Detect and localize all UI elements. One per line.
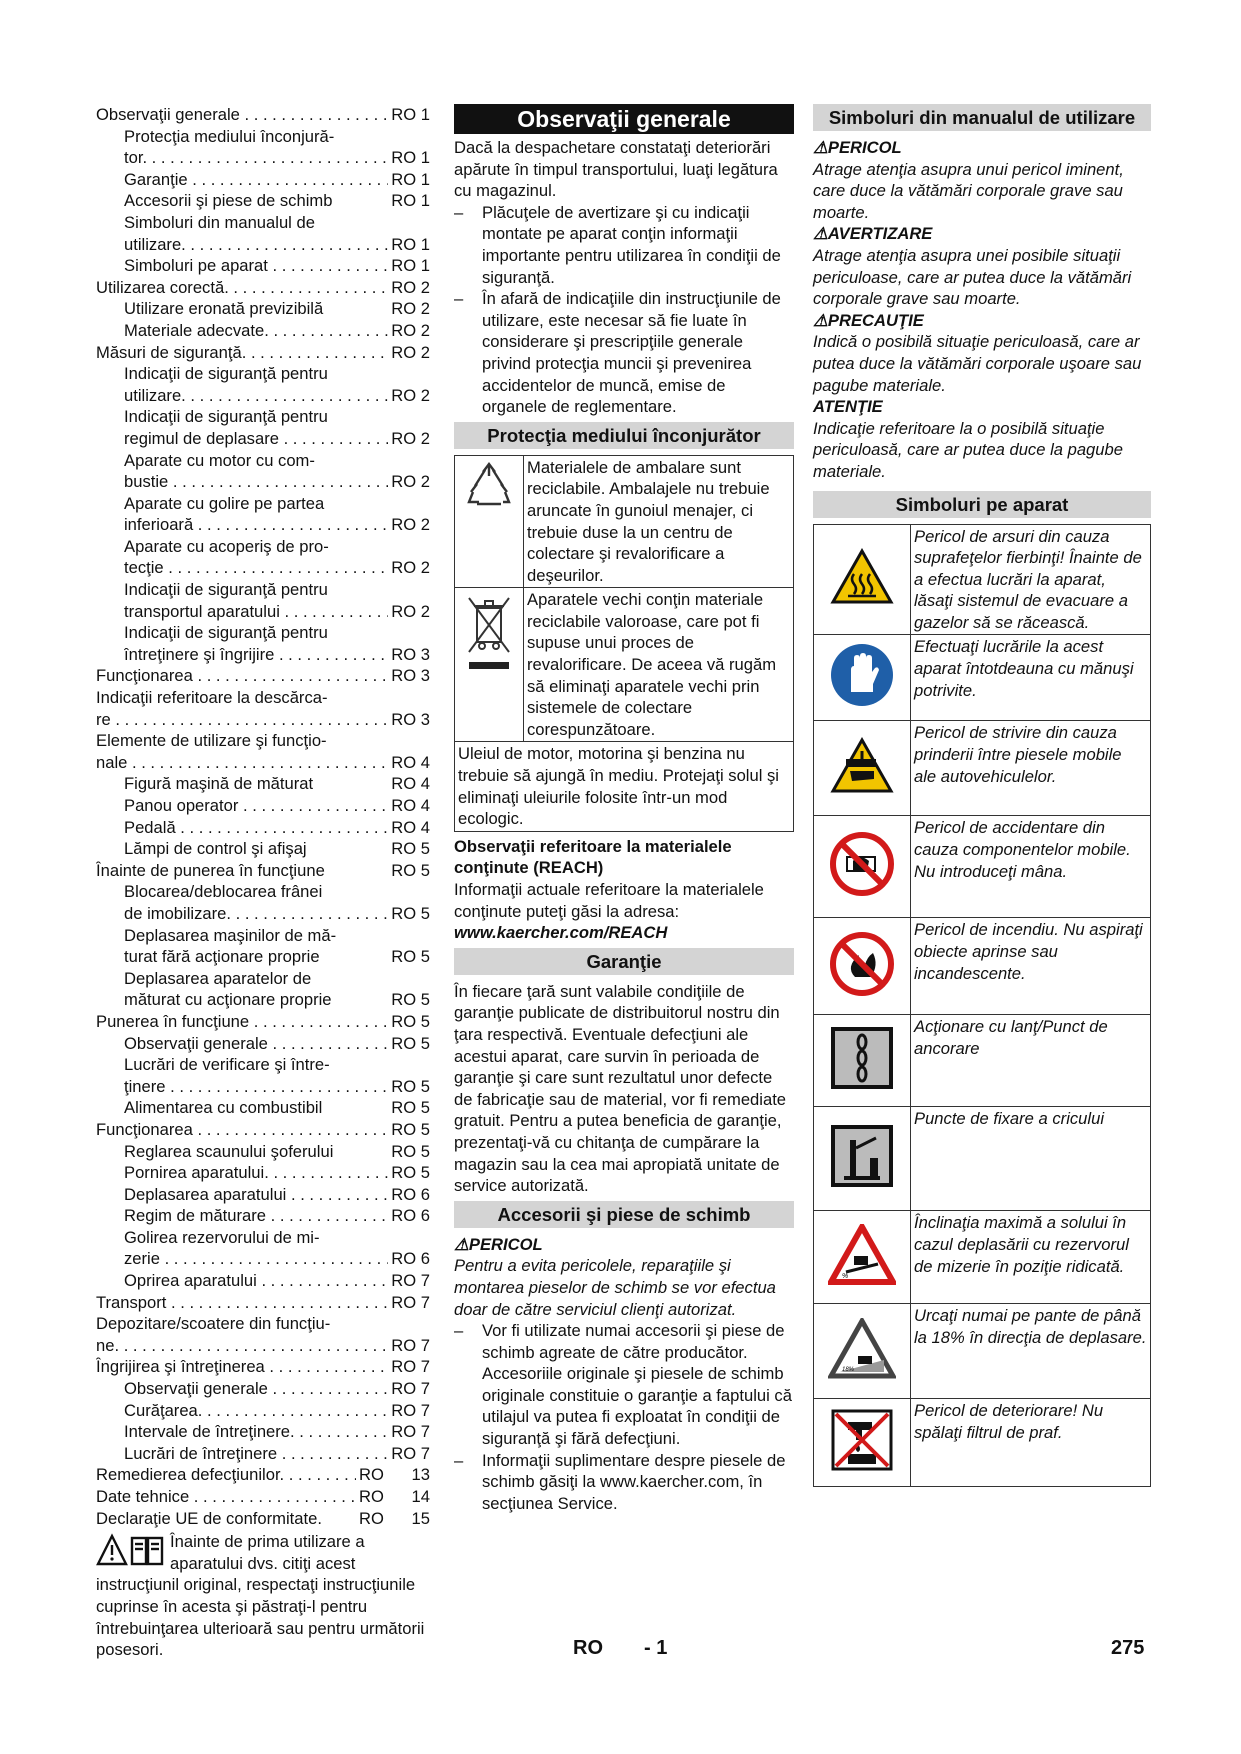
warning-triangle-icon: ⚠: [454, 1234, 469, 1254]
toc-entry-page: RO 7: [391, 1400, 430, 1420]
toc-entry-label: Lămpi de control şi afişaj: [124, 839, 307, 859]
toc-entry-label: Observaţii generale: [124, 1379, 268, 1399]
intro-text: Înainte de prima utilizare a aparatului dvs. citiţi acest instrucţiunil original, respectaţi instrucţiunile cuprinse în acesta şi păstraţi-l pentru întrebuinţarea ulterioară sau pentru următorii posesori.: [96, 1532, 425, 1660]
crossed-bin-icon: [455, 588, 524, 742]
toc-entry-page: RO 4: [391, 796, 430, 815]
device-symbol-text: Pericol de deteriorare! Nu spălaţi filtrul de praf.: [911, 1399, 1151, 1487]
section-title-accessories: Accesorii şi piese de schimb: [454, 1201, 794, 1228]
toc-entry-label: ne.: [96, 1335, 120, 1355]
device-symbol-row: [814, 918, 1151, 1015]
toc-entry-line: Lucrări de verificare şi între-: [124, 1055, 330, 1075]
toc-entry-page: RO 6: [391, 1184, 430, 1204]
toc-entry-label: Observaţii generale: [96, 105, 240, 124]
toc-entry-page: RO 5: [391, 860, 430, 880]
crush-hand-icon: [814, 721, 911, 816]
section-title-manual-symbols: Simboluri din manualul de utilizare: [813, 104, 1151, 131]
toc-entry-label: Materiale adecvate.: [124, 320, 269, 340]
read-manual-icon: [96, 1533, 164, 1567]
toc-entry[interactable]: [96, 1033, 430, 1055]
toc-entry[interactable]: [96, 925, 430, 968]
toc-entry-line: Elemente de utilizare şi funcţio-: [96, 731, 327, 751]
toc-entry-label: Curăţarea.: [124, 1400, 203, 1420]
list-item: – Informaţii suplimentare despre piesele de schimb găsiţi la www.kaercher.com, în secţiunea Service.: [454, 1450, 786, 1513]
device-symbol-row: [814, 1399, 1151, 1487]
warning-triangle-icon: ⚠: [813, 224, 828, 244]
device-symbol-text: Pericol de accidentare din cauza componentelor mobile. Nu introduceţi mâna.: [911, 816, 1151, 918]
gloves-icon: [814, 635, 911, 721]
toc-entry-page: RO 2: [391, 601, 430, 621]
toc-entry-page: RO 1: [391, 148, 430, 168]
toc-entry-line: Blocarea/deblocarea frânei: [124, 882, 323, 902]
toc-entry[interactable]: [96, 817, 430, 839]
toc-entry-label: Declaraţie UE de conformitate.: [96, 1508, 322, 1528]
toc-entry[interactable]: [96, 1011, 430, 1033]
toc-entry[interactable]: [96, 1292, 430, 1314]
toc-entry[interactable]: [96, 773, 430, 795]
warning-triangle-icon: ⚠: [813, 138, 828, 157]
hazard-level-text: Indică o posibilă situaţie periculoasă, care ar putea duce la vătămări corporale uşoare sau pagube materiale.: [813, 332, 1142, 395]
toc-entry-label: de imobilizare.: [124, 903, 231, 923]
toc-entry[interactable]: [96, 687, 430, 730]
toc-entry[interactable]: [96, 536, 430, 579]
toc-entry-line: Indicaţii de siguranţă pentru: [124, 623, 328, 643]
toc-entry-page: RO 5: [391, 990, 430, 1010]
toc-entry-label: re: [96, 709, 111, 729]
toc-entry[interactable]: [96, 342, 430, 364]
toc-entry-page: RO 7: [391, 1443, 430, 1463]
toc-entry-page: RO 5: [391, 1076, 430, 1096]
toc-entry-label: utilizare.: [124, 234, 186, 254]
toc-entry[interactable]: [96, 190, 430, 212]
toc-entry-line: Depozitare/scoatere din funcţiu-: [96, 1314, 331, 1334]
toc-entry-page: RO 7: [391, 1271, 430, 1291]
toc-entry-page: RO 5: [391, 903, 430, 923]
toc-entry-label: Oprirea aparatului: [124, 1271, 257, 1291]
toc-entry-page: RO 14: [358, 1487, 430, 1506]
toc-entry-line: Indicaţii de siguranţă pentru: [124, 407, 328, 427]
tilt-warning-icon: [814, 1211, 911, 1304]
device-symbol-row: [814, 721, 1151, 816]
hazard-level-text: Atrage atenţia asupra unui pericol iminent, care duce la vătămări corporale grave sau moarte.: [813, 159, 1124, 222]
toc-entry-label: Îngrijirea şi întreţinerea: [96, 1357, 265, 1377]
toc-entry[interactable]: [96, 1443, 430, 1465]
slope-18-icon: [814, 1304, 911, 1399]
toc-entry-label: Alimentarea cu combustibil: [124, 1098, 323, 1118]
toc-entry-label: tecţie: [124, 558, 164, 578]
footer-page-number: 275: [1111, 1637, 1145, 1659]
toc-entry-page: RO 7: [391, 1357, 430, 1377]
toc-entry[interactable]: [96, 881, 430, 924]
reach-title: Observaţii referitoare la materialele conţinute (REACH): [454, 836, 732, 878]
toc-entry-line: Deplasarea maşinilor de mă-: [124, 925, 337, 945]
toc-entry[interactable]: [96, 1227, 430, 1270]
toc-entry-page: RO 2: [391, 472, 430, 492]
intro-note: [96, 1531, 430, 1661]
hazard-level-text: Indicaţie referitoare la o posibilă situaţie periculoasă, care ar putea duce la pagube materiale.: [813, 418, 1123, 481]
device-symbol-row: [814, 816, 1151, 918]
toc-entry[interactable]: [96, 1097, 430, 1119]
toc-entry-page: RO 4: [391, 817, 430, 837]
toc-entry-label: Panou operator: [124, 796, 239, 815]
toc-entry-label: Regim de măturare: [124, 1206, 267, 1226]
jack-point-icon: [814, 1107, 911, 1211]
hazard-level-label: ATENŢIE: [813, 397, 883, 417]
hazard-level-text: Atrage atenţia asupra unei posibile situaţii periculoase, care ar putea duce la vătămări corporale grave sau moarte.: [813, 245, 1132, 309]
toc-entry-line: Indicaţii de siguranţă pentru: [124, 580, 328, 600]
toc-entry-line: Deplasarea aparatelor de: [124, 968, 312, 988]
section-title-warranty: Garanţie: [454, 948, 794, 975]
toc-entry-page: RO 1: [391, 105, 430, 124]
toc-entry[interactable]: [96, 968, 430, 1011]
section-title-environment: Protecţia mediului înconjurător: [454, 422, 794, 449]
toc-entry-page: RO 6: [391, 1206, 430, 1226]
environment-table: [454, 455, 794, 832]
toc-entry[interactable]: [96, 169, 430, 191]
toc-entry-page: RO 2: [391, 385, 430, 405]
toc-entry-label: tor.: [124, 148, 148, 168]
toc-entry-page: RO 5: [391, 947, 430, 967]
toc-entry-label: transportul aparatului: [124, 601, 280, 621]
toc-entry[interactable]: [96, 665, 430, 687]
toc-entry-line: Indicaţii de siguranţă pentru: [124, 364, 328, 384]
toc-entry-label: Înainte de punerea în funcţiune: [96, 860, 325, 880]
toc-entry-page: RO 1: [391, 234, 430, 254]
reach-text: Informaţii actuale referitoare la materialele conţinute puteţi găsi la adresa:: [454, 880, 764, 921]
toc-entry[interactable]: [96, 298, 430, 320]
toc-entry-label: Funcţionarea: [96, 1119, 193, 1139]
symbols-column: [813, 104, 1151, 1487]
device-symbol-text: Efectuaţi lucrările la acest aparat întotdeauna cu mănuşi potrivite.: [911, 635, 1151, 721]
toc-entry[interactable]: [96, 493, 430, 536]
toc-entry-page: RO 7: [391, 1422, 430, 1442]
hazard-level-label: ⚠PRECAUŢIE: [813, 310, 924, 330]
toc-entry-label: Funcţionarea: [96, 666, 193, 686]
no-wash-filter-icon: [814, 1399, 911, 1487]
device-symbol-text: Acţionare cu lanţ/Punct de ancorare: [911, 1015, 1151, 1107]
toc-entry-label: Intervale de întreţinere.: [124, 1422, 295, 1442]
device-symbol-text: Pericol de arsuri din cauza suprafeţelor fierbinţi! Înainte de a efectua lucrări la aparat, lăsaţi sistemul de evacuare a gazelor să se răcească.: [911, 524, 1151, 635]
toc-entry-page: RO 7: [391, 1379, 430, 1399]
device-symbol-text: Înclinaţia maximă a solului în cazul deplasării cu rezervorul de mizerie în poziţie ridicată.: [911, 1211, 1151, 1304]
toc-entry-page: RO 7: [391, 1292, 430, 1312]
warning-triangle-icon: ⚠: [813, 310, 828, 330]
toc-entry[interactable]: [96, 1486, 430, 1508]
toc-entry-page: RO 7: [391, 1335, 430, 1355]
toc-entry-page: RO 5: [391, 1098, 430, 1118]
device-symbol-text: Puncte de fixare a cricului: [911, 1107, 1151, 1211]
toc-entry-page: RO 5: [391, 1163, 430, 1183]
toc-entry-page: RO 6: [391, 1249, 430, 1269]
toc-entry-page: RO 2: [391, 277, 430, 297]
toc-entry[interactable]: [96, 1464, 430, 1486]
toc-entry-page: RO 5: [391, 1033, 430, 1053]
toc-entry[interactable]: [96, 1054, 430, 1097]
no-fire-icon: [814, 918, 911, 1015]
toc-entry-label: Figură maşină de măturat: [124, 774, 314, 794]
toc-entry-page: RO 2: [391, 299, 430, 319]
toc-entry-page: RO 2: [391, 320, 430, 340]
toc-entry-label: Utilizarea corectă.: [96, 277, 229, 297]
toc-entry-label: Date tehnice: [96, 1487, 190, 1506]
toc-entry-page: RO 2: [391, 428, 430, 448]
toc-entry-label: măturat cu acţionare proprie: [124, 990, 332, 1010]
toc-entry[interactable]: [96, 579, 430, 622]
toc-entry-label: Reglarea scaunului şoferului: [124, 1141, 334, 1161]
device-symbols-table: [813, 524, 1151, 1488]
toc-entry-page: RO 2: [391, 558, 430, 578]
list-item: – Vor fi utilizate numai accesorii şi piese de schimb agreate de către producător. Accesoriile originale şi piesele de schimb originale constituie o garanţie a faptului că utilajul va putea fi exploatat în condiţii de siguranţă şi fără defecţiuni.: [454, 1321, 792, 1449]
device-symbol-row: [814, 524, 1151, 635]
toc-entry-line: Aparate cu motor cu com-: [124, 450, 315, 470]
reach-link[interactable]: www.kaercher.com/REACH: [454, 923, 668, 943]
toc-entry[interactable]: [96, 1508, 430, 1530]
toc-entry-page: RO 4: [391, 774, 430, 794]
toc-entry-label: bustie: [124, 472, 169, 492]
toc-entry[interactable]: [96, 450, 430, 493]
device-symbol-row: [814, 1015, 1151, 1107]
toc-entry[interactable]: [96, 277, 430, 299]
toc-entry-page: RO 2: [391, 515, 430, 535]
toc-entry[interactable]: [96, 1356, 430, 1378]
device-symbol-text: Pericol de strivire din cauza prinderii între piesele mobile ale autovehiculelor.: [911, 721, 1151, 816]
toc-entry-label: Remedierea defecţiunilor.: [96, 1465, 285, 1485]
toc-entry-label: Simboluri pe aparat: [124, 256, 268, 276]
toc-entry[interactable]: [96, 363, 430, 406]
toc-entry-label: întreţinere şi îngrijire: [124, 644, 275, 664]
toc-entry-label: nale: [96, 752, 128, 772]
recycle-icon: [455, 455, 524, 588]
device-symbol-text: Pericol de incendiu. Nu aspiraţi obiecte aprinse sau incandescente.: [911, 918, 1151, 1015]
list-item: – Plăcuţele de avertizare şi cu indicaţii montate pe aparat conţin informaţii importante pentru utilizarea în condiţii de siguranţă.: [454, 202, 781, 287]
toc-entry-label: Pedală: [124, 817, 176, 837]
footer-local-page: - 1: [644, 1637, 668, 1659]
toc-entry-label: Garanţie: [124, 169, 188, 189]
toc-entry-label: Observaţii generale: [124, 1033, 268, 1053]
toc-entry-label: utilizare.: [124, 385, 186, 405]
toc-entry-label: ţinere: [124, 1076, 166, 1096]
hazard-level-label: ⚠AVERTIZARE: [813, 224, 933, 244]
section-title-general-notes: Observaţii generale: [454, 104, 794, 134]
hazard-levels: [813, 137, 1151, 483]
toc-entry[interactable]: [96, 1205, 430, 1227]
device-symbol-text: Urcaţi numai pe pante de până la 18% în direcţia de deplasare.: [911, 1304, 1151, 1399]
device-symbol-row: [814, 1304, 1151, 1399]
toc-entry-label: Măsuri de siguranţă.: [96, 342, 247, 362]
recycle-text: Materialele de ambalare sunt reciclabile. Ambalajele nu trebuie aruncate în gunoiul menajer, ci trebuie duse la un centru de colectare şi revalorificare a deşeurilor.: [524, 455, 794, 588]
toc-entry[interactable]: [96, 1400, 430, 1422]
no-reach-in-icon: [814, 816, 911, 918]
danger-text: Pentru a evita pericolele, reparaţiile şi montarea pieselor de schimb se vor efectua doar de către serviciul clienţi autorizat.: [454, 1256, 776, 1319]
general-notes-column: [454, 104, 794, 1514]
toc-entry-label: turat fără acţionare proprie: [124, 947, 320, 967]
toc-entry-line: Aparate cu golire pe partea: [124, 493, 325, 513]
toc-entry[interactable]: [96, 212, 430, 255]
toc-entry-page: RO 15: [358, 1508, 430, 1528]
toc-entry-line: Indicaţii referitoare la descărca-: [96, 688, 328, 708]
toc-entry-label: Deplasarea aparatului: [124, 1184, 287, 1204]
svg-text:18%: 18%: [842, 1366, 855, 1373]
hazard-level-label: ⚠PERICOL: [813, 138, 902, 157]
toc-entry-page: RO 5: [391, 1119, 430, 1139]
toc-entry[interactable]: [96, 1119, 430, 1141]
toc-entry-line: Protecţia mediului înconjură-: [124, 126, 335, 146]
list-item: – În afară de indicaţiile din instrucţiunile de utilizare, este necesar să fie luate în considerare şi prescripţiile generale privind protecţia muncii şi prevenirea accidentelor de muncă, emise de organele de reglementare.: [454, 289, 781, 417]
toc-entry-label: inferioară: [124, 515, 194, 535]
toc-entry-label: Lucrări de întreţinere: [124, 1443, 278, 1463]
toc-entry-page: RO 5: [391, 1011, 430, 1031]
toc-entry[interactable]: [96, 1421, 430, 1443]
toc-entry[interactable]: [96, 860, 430, 882]
toc-entry[interactable]: [96, 838, 430, 860]
toc-entry[interactable]: [96, 1313, 430, 1356]
toc-entry[interactable]: [96, 730, 430, 773]
toc-entry[interactable]: [96, 622, 430, 665]
hot-surface-icon: [814, 524, 911, 635]
device-symbol-row: [814, 1211, 1151, 1304]
toc-entry-page: RO 1: [391, 191, 430, 211]
weee-text: Aparatele vechi conţin materiale reciclabile valoroase, care pot fi supuse unui proces de revalorificare. De aceea vă rugăm să eliminaţi aparatele vechi prin sistemele de colectare corespunzătoare.: [524, 588, 794, 742]
device-symbol-row: [814, 1107, 1151, 1211]
toc-entry-line: Aparate cu acoperiş de pro-: [124, 536, 329, 556]
oil-text: Uleiul de motor, motorina şi benzina nu trebuie să ajungă în mediu. Protejaţi solul şi eliminaţi uleiurile folosite într-un mod ecologic.: [455, 742, 794, 831]
warranty-text: În fiecare ţară sunt valabile condiţiile de garanţie publicate de distribuitorul nostru din ţara respectivă. Eventuale defecţiuni ale acestui aparat, care survin în perioada de garanţie şi care sunt rezultatul unor defecte de fabricaţie sau de material, vor fi remediate gratuit. Pentru a putea beneficia de garanţie, prezentaţi-vă cu chitanţa de cumpărare la magazin sau la cea mai apropiată unitate de service autorizată.: [454, 981, 787, 1196]
section-title-device-symbols: Simboluri pe aparat: [813, 491, 1151, 518]
toc-entry[interactable]: [96, 320, 430, 342]
toc-entry-page: RO 3: [391, 709, 430, 729]
toc-entry-label: Transport: [96, 1292, 167, 1312]
toc-entry-label: Punerea în funcţiune: [96, 1011, 250, 1031]
toc-entry[interactable]: [96, 1141, 430, 1163]
danger-label: ⚠PERICOL: [454, 1234, 543, 1254]
toc-entry[interactable]: [96, 255, 430, 277]
toc-entry[interactable]: [96, 795, 430, 817]
toc-entry-label: zerie: [124, 1249, 160, 1269]
toc-entry-label: Utilizare eronată previzibilă: [124, 299, 324, 319]
toc-entry-line: Golirea rezervorului de mi-: [124, 1227, 320, 1247]
toc-entry-page: RO 5: [391, 1141, 430, 1161]
toc-entry[interactable]: [96, 1162, 430, 1184]
svg-text:%: %: [842, 1272, 849, 1280]
toc-entry[interactable]: [96, 1270, 430, 1292]
chain-anchor-icon: [814, 1015, 911, 1107]
toc-entry[interactable]: [96, 406, 430, 449]
device-symbol-row: [814, 635, 1151, 721]
toc-entry[interactable]: [96, 1378, 430, 1400]
table-of-contents: [96, 104, 430, 1661]
toc-entry-page: RO 3: [391, 644, 430, 664]
toc-entry-line: Simboluri din manualul de: [124, 212, 315, 232]
toc-entry-label: regimul de deplasare: [124, 428, 279, 448]
toc-entry-label: Pornirea aparatului.: [124, 1163, 269, 1183]
toc-entry-page: RO 3: [391, 666, 430, 686]
toc-entry-page: RO 1: [391, 169, 430, 189]
toc-entry[interactable]: [96, 104, 430, 126]
toc-entry-page: RO 1: [391, 256, 430, 276]
toc-entry-page: RO 4: [391, 752, 430, 772]
toc-entry-page: RO 5: [391, 839, 430, 859]
toc-entry[interactable]: [96, 1184, 430, 1206]
toc-entry[interactable]: [96, 126, 430, 169]
toc-entry-label: Accesorii şi piese de schimb: [124, 191, 333, 211]
footer-language: RO: [573, 1637, 603, 1659]
toc-entry-page: RO 2: [391, 342, 430, 362]
toc-entry-page: RO 13: [358, 1465, 430, 1485]
paragraph-damage: Dacă la despachetare constataţi deteriorări apărute în timpul transportului, luaţi legătura cu magazinul.: [454, 138, 778, 201]
